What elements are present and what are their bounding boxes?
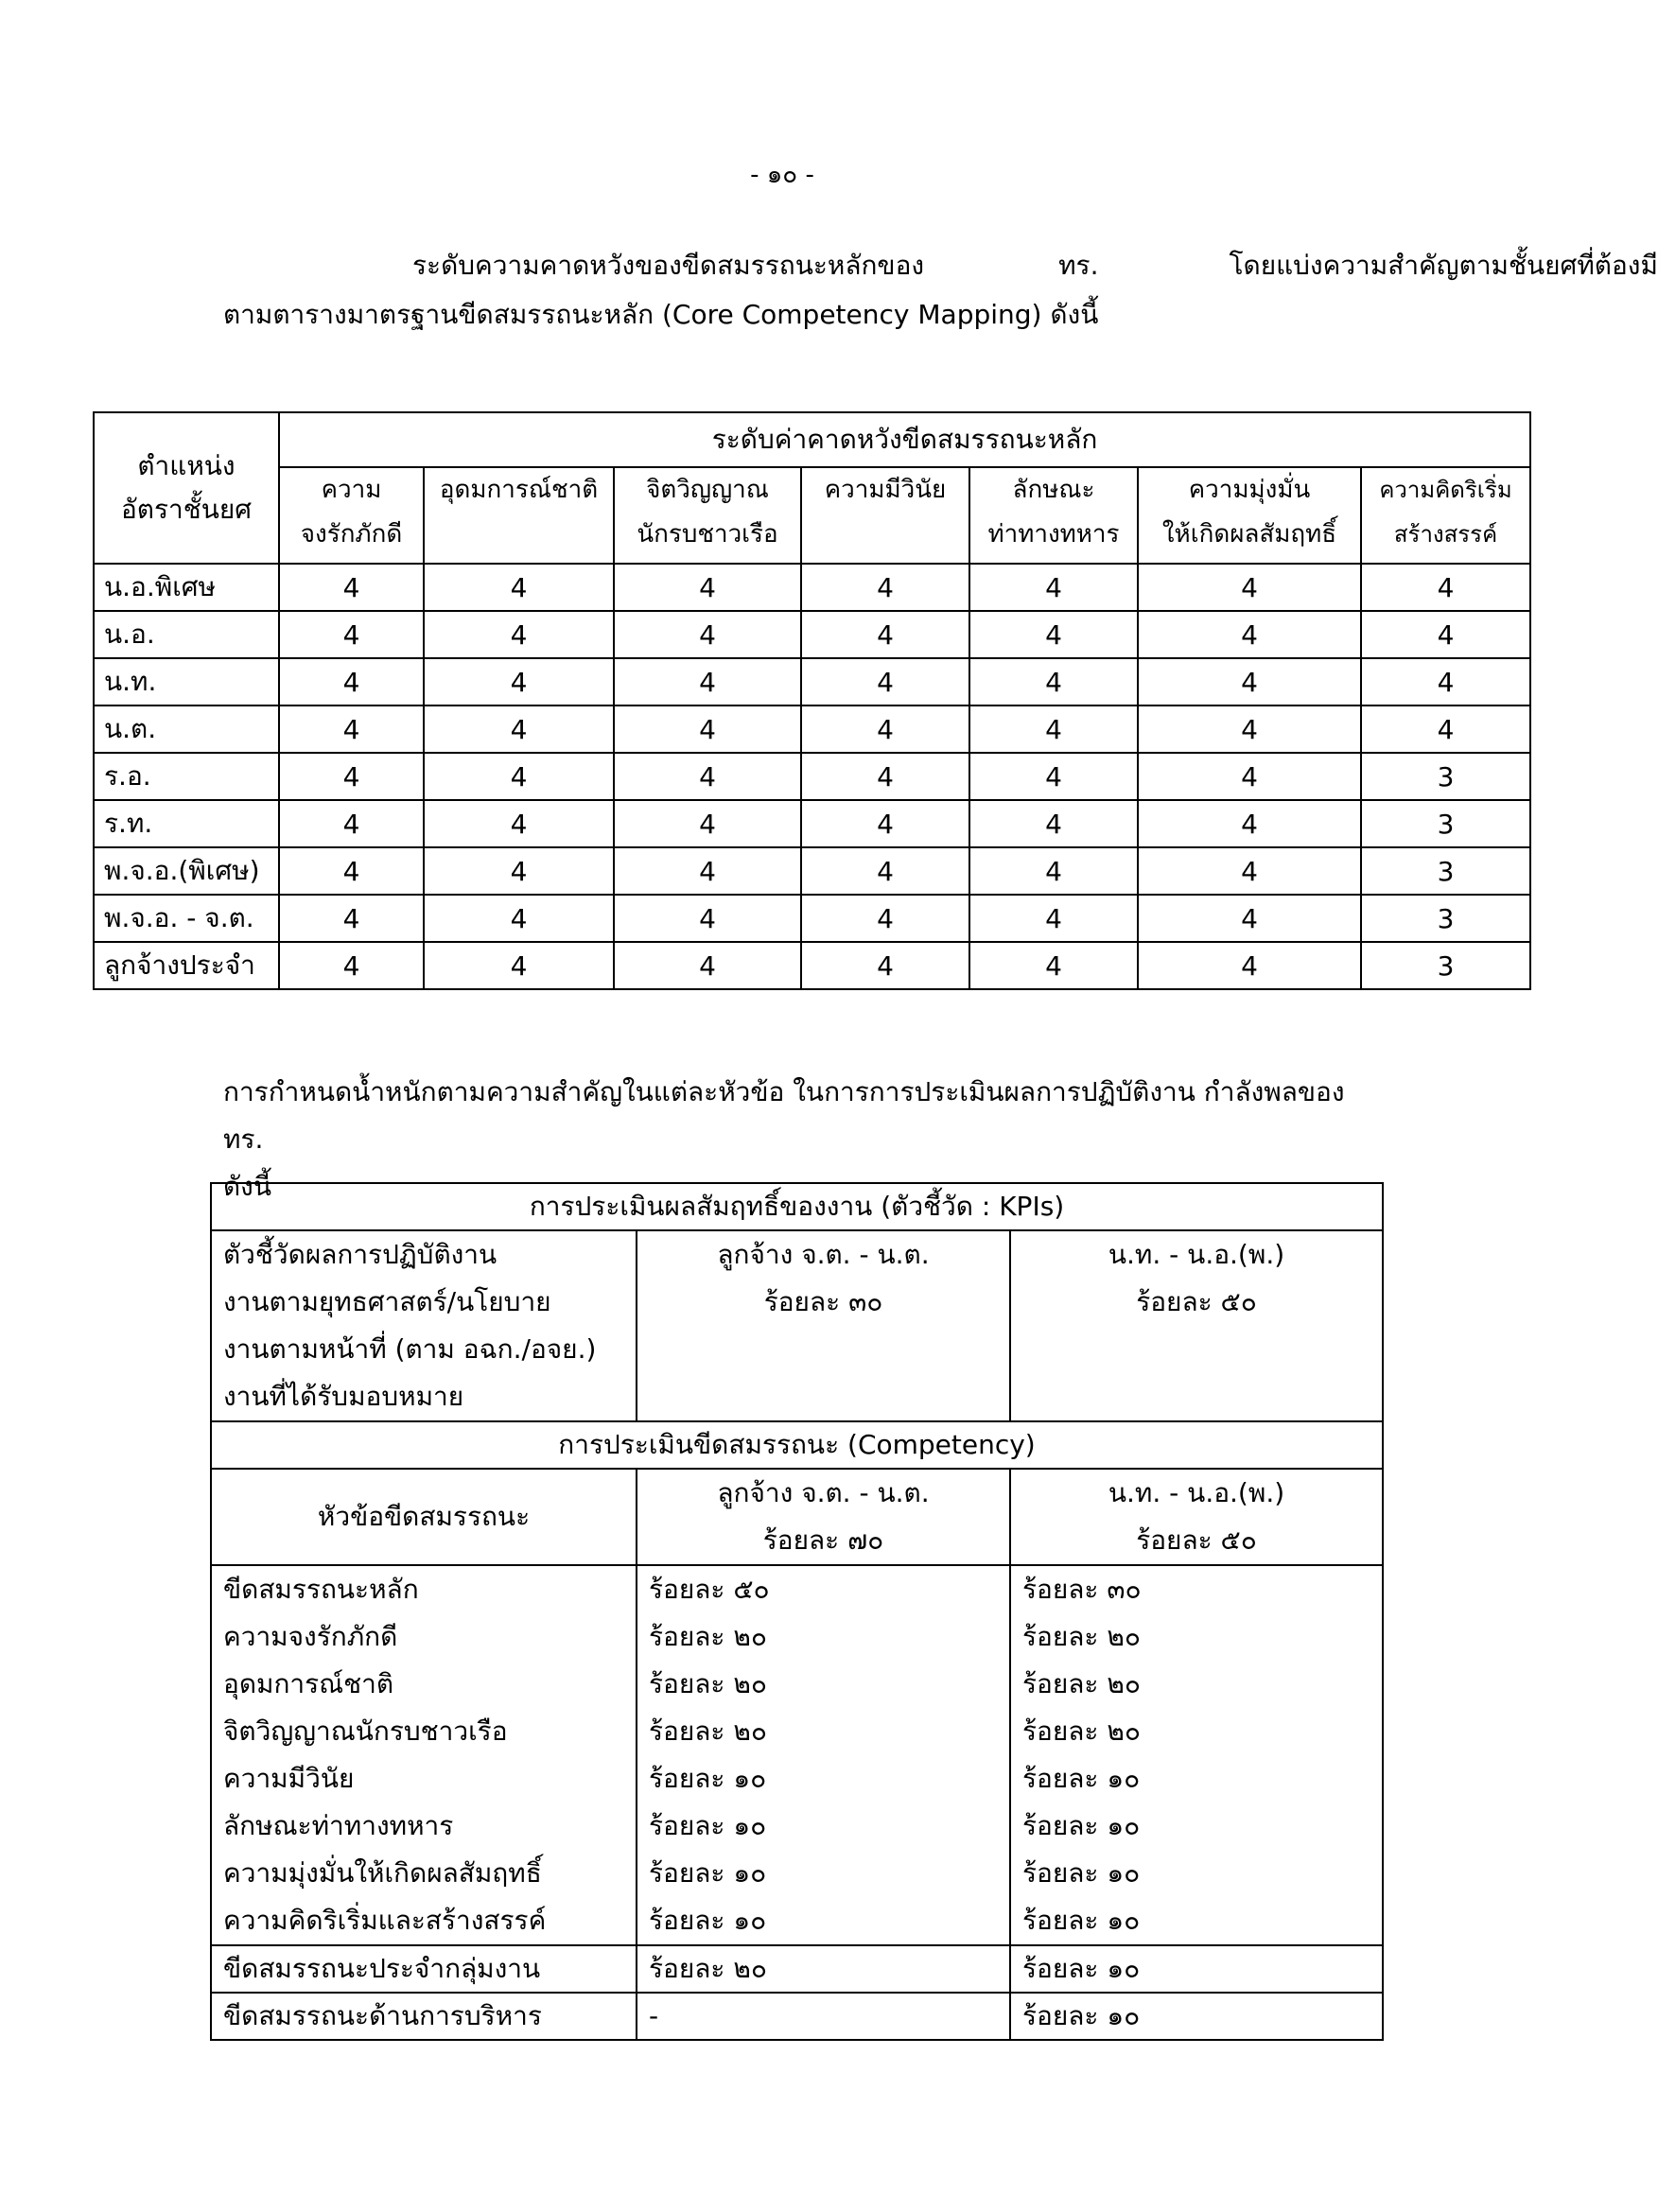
rank-label: ร.ท. [94,800,279,847]
expected-level-value: 4 [424,705,614,753]
weight-value: ร้อยละ ๑๐ [649,1763,767,1794]
expected-level-value: 4 [614,611,801,658]
competency-column-header [424,467,614,564]
expected-level-value: 4 [1138,847,1361,895]
expected-level-value: 4 [801,705,969,753]
weight-value: ร้อยละ ๓๐ [1022,1574,1142,1605]
weight-value: ร้อยละ ๒๐ [1022,1716,1141,1747]
expected-level-group-header: ระดับค่าคาดหวังขีดสมรรถนะหลัก [279,412,1530,467]
table-row [94,705,1530,753]
expected-level-value: 4 [801,847,969,895]
expected-level-value: 4 [969,753,1138,800]
header-line: ความมุ่งมั่น [1188,476,1311,504]
kpi-item: งานที่ได้รับมอบหมาย [223,1381,464,1412]
rank-label: พ.จ.อ.(พิเศษ) [94,847,279,895]
weights-text: ดังนี้ [223,1171,271,1202]
expected-level-value: 4 [969,705,1138,753]
cell-line: ร้อยละ ๓๐ [763,1286,883,1317]
expected-level-value: 4 [424,895,614,942]
competency-column-header [969,467,1138,564]
header-line: ท่าทางทหาร [987,520,1120,549]
core-competency-item: ความมุ่งมั่นให้เกิดผลสัมฤทธิ์ [223,1857,542,1889]
competency-section-title: การประเมินขีดสมรรถนะ (Competency) [211,1421,1383,1469]
expected-level-value: 4 [279,564,424,611]
expected-level-value: 3 [1361,800,1530,847]
rank-label: น.ท. [94,658,279,705]
intro-paragraph [223,241,1658,340]
page-number: - ๑๐ - [750,161,814,189]
expected-level-value: 4 [424,753,614,800]
core-competency-item: ความคิดริเริ่มและสร้างสรรค์ [223,1905,547,1936]
table-row [94,895,1530,942]
header-line: ความคิดริเริ่ม [1379,477,1512,503]
rank-label: ร.อ. [94,753,279,800]
expected-level-value: 4 [1361,611,1530,658]
expected-level-value: 4 [969,658,1138,705]
intro-text: ระดับความคาดหวังของขีดสมรรถนะหลักของ [412,250,925,281]
table-row [94,753,1530,800]
expected-level-value: 4 [424,942,614,989]
group-competency-label: ขีดสมรรถนะประจำกลุ่มงาน [211,1945,637,1993]
cell-line: ร้อยละ ๗๐ [762,1524,884,1556]
rank-label: ลูกจ้างประจำ [94,942,279,989]
expected-level-value: 3 [1361,847,1530,895]
kpi-item: งานตามยุทธศาสตร์/นโยบาย [223,1286,551,1317]
kpi-item: ตัวชี้วัดผลการปฏิบัติงาน [223,1239,497,1270]
expected-level-value: 4 [969,800,1138,847]
weight-value: ร้อยละ ๒๐ [1022,1621,1141,1652]
core-competency-item: อุดมการณ์ชาติ [223,1668,394,1699]
expected-level-value: 4 [801,564,969,611]
intro-text: โดยแบ่งความสำคัญตามชั้นยศที่ต้องมี [1229,250,1658,281]
core-competency-weights-senior [1010,1565,1383,1945]
weight-value: ร้อยละ ๑๐ [649,1810,767,1841]
expected-level-value: 4 [614,895,801,942]
cell-line: น.ท. - น.อ.(พ.) [1108,1477,1285,1508]
expected-level-value: 4 [801,658,969,705]
cell-line: ลูกจ้าง จ.ต. - น.ต. [717,1239,930,1270]
weight-value: ร้อยละ ๑๐ [1022,1905,1141,1936]
expected-level-value: 4 [424,658,614,705]
weights-text: การกำหนดน้ำหนักตามความสำคัญในแต่ละหัวข้อ ในการการประเมินผลการปฏิบัติงาน กำลังพลของ ทร. [223,1076,1345,1155]
intro-text: ทร. [1058,250,1099,281]
rank-label: น.อ.พิเศษ [94,564,279,611]
header-line: นักรบชาวเรือ [637,520,778,549]
expected-level-value: 4 [969,564,1138,611]
header-line: ความมีวินัย [824,476,947,504]
rank-label: น.อ. [94,611,279,658]
expected-level-value: 4 [279,611,424,658]
weight-value: ร้อยละ ๒๐ [1022,1668,1141,1699]
table-row [94,800,1530,847]
expected-level-value: 4 [1138,800,1361,847]
core-competency-items [211,1565,637,1945]
core-competency-item: ลักษณะท่าทางทหาร [223,1810,454,1841]
cell-line: ร้อยละ ๕๐ [1136,1524,1257,1556]
table-row [94,611,1530,658]
weight-value: ร้อยละ ๒๐ [649,1621,767,1652]
weight-value: ร้อยละ ๑๐ [649,1857,767,1889]
header-line: ตำแหน่ง [137,450,236,481]
header-line: สร้างสรรค์ [1393,521,1498,548]
weight-value: ร้อยละ ๑๐ [1022,1857,1141,1889]
competency-topic-header: หัวข้อขีดสมรรถนะ [211,1469,637,1565]
evaluation-weights-table [210,1182,1384,2041]
core-competency-mapping-table [93,411,1531,990]
expected-level-value: 4 [801,611,969,658]
expected-level-value: 4 [1138,705,1361,753]
management-competency-weight-junior: - [637,1993,1010,2040]
expected-level-value: 4 [424,564,614,611]
header-line: จิตวิญญาณ [646,476,769,504]
rank-label: น.ต. [94,705,279,753]
weight-value: ร้อยละ ๑๐ [649,1905,767,1936]
core-competency-item: จิตวิญญาณนักรบชาวเรือ [223,1716,508,1747]
kpi-weight-junior [637,1230,1010,1421]
expected-level-value: 4 [1361,705,1530,753]
header-line: ความ [321,476,382,504]
cell-line: ลูกจ้าง จ.ต. - น.ต. [717,1477,930,1508]
expected-level-value: 4 [614,942,801,989]
expected-level-value: 4 [1138,753,1361,800]
expected-level-value: 4 [279,895,424,942]
expected-level-value: 3 [1361,942,1530,989]
competency-column-header [279,467,424,564]
kpi-item: งานตามหน้าที่ (ตาม อฉก./อจย.) [223,1333,597,1365]
management-competency-weight-senior: ร้อยละ ๑๐ [1010,1993,1383,2040]
expected-level-value: 4 [1138,658,1361,705]
expected-level-value: 4 [969,847,1138,895]
expected-level-value: 4 [1138,564,1361,611]
table-row [94,942,1530,989]
expected-level-value: 4 [614,658,801,705]
expected-level-value: 4 [614,800,801,847]
header-line: จงรักภักดี [300,520,403,549]
intro-text: ตามตารางมาตรฐานขีดสมรรถนะหลัก (Core Competency Mapping) ดังนี้ [223,299,1099,330]
expected-level-value: 4 [969,895,1138,942]
expected-level-value: 4 [801,800,969,847]
expected-level-value: 4 [614,847,801,895]
expected-level-value: 4 [279,658,424,705]
expected-level-value: 4 [801,753,969,800]
cell-line: ร้อยละ ๕๐ [1136,1286,1257,1317]
competency-column-header [801,467,969,564]
table-row [94,658,1530,705]
expected-level-value: 4 [614,753,801,800]
table-row [94,847,1530,895]
core-competency-item: ความมีวินัย [223,1763,355,1794]
management-competency-label: ขีดสมรรถนะด้านการบริหาร [211,1993,637,2040]
weight-value: ร้อยละ ๒๐ [649,1668,767,1699]
kpi-items-cell [211,1230,637,1421]
expected-level-value: 4 [279,705,424,753]
weight-value: ร้อยละ ๕๐ [649,1574,770,1605]
weight-value: ร้อยละ ๑๐ [1022,1763,1141,1794]
expected-level-value: 4 [424,800,614,847]
expected-level-value: 4 [279,753,424,800]
core-competency-item: ขีดสมรรถนะหลัก [223,1574,419,1605]
header-line: ให้เกิดผลสัมฤทธิ์ [1161,520,1337,549]
core-competency-item: ความจงรักภักดี [223,1621,398,1652]
expected-level-value: 4 [801,895,969,942]
expected-level-value: 4 [1361,658,1530,705]
core-competency-weights-junior [637,1565,1010,1945]
header-line: อัตราชั้นยศ [120,494,253,525]
expected-level-value: 4 [279,800,424,847]
rank-column-header [94,412,279,564]
group-competency-weight-senior: ร้อยละ ๑๐ [1010,1945,1383,1993]
expected-level-value: 4 [614,705,801,753]
expected-level-value: 4 [1138,942,1361,989]
expected-level-value: 3 [1361,895,1530,942]
expected-level-value: 4 [969,942,1138,989]
group-competency-weight-junior: ร้อยละ ๒๐ [637,1945,1010,1993]
rank-label: พ.จ.อ. - จ.ต. [94,895,279,942]
expected-level-value: 4 [424,611,614,658]
competency-column-header [614,467,801,564]
expected-level-value: 4 [279,942,424,989]
cell-line: น.ท. - น.อ.(พ.) [1108,1239,1285,1270]
expected-level-value: 4 [1361,564,1530,611]
expected-level-value: 4 [424,847,614,895]
competency-weight-senior [1010,1469,1383,1565]
kpi-section-title: การประเมินผลสัมฤทธิ์ของงาน (ตัวชี้วัด : KPIs) [211,1183,1383,1230]
weight-value: ร้อยละ ๒๐ [649,1716,767,1747]
expected-level-value: 4 [801,942,969,989]
competency-column-header [1138,467,1361,564]
competency-column-header [1361,467,1530,564]
expected-level-value: 4 [969,611,1138,658]
header-line: ลักษณะ [1012,476,1095,504]
expected-level-value: 3 [1361,753,1530,800]
expected-level-value: 4 [279,847,424,895]
table-row [94,564,1530,611]
expected-level-value: 4 [1138,611,1361,658]
kpi-weight-senior [1010,1230,1383,1421]
weight-value: ร้อยละ ๑๐ [1022,1810,1141,1841]
competency-weight-junior [637,1469,1010,1565]
expected-level-value: 4 [1138,895,1361,942]
expected-level-value: 4 [614,564,801,611]
header-line: อุดมการณ์ชาติ [439,476,599,504]
